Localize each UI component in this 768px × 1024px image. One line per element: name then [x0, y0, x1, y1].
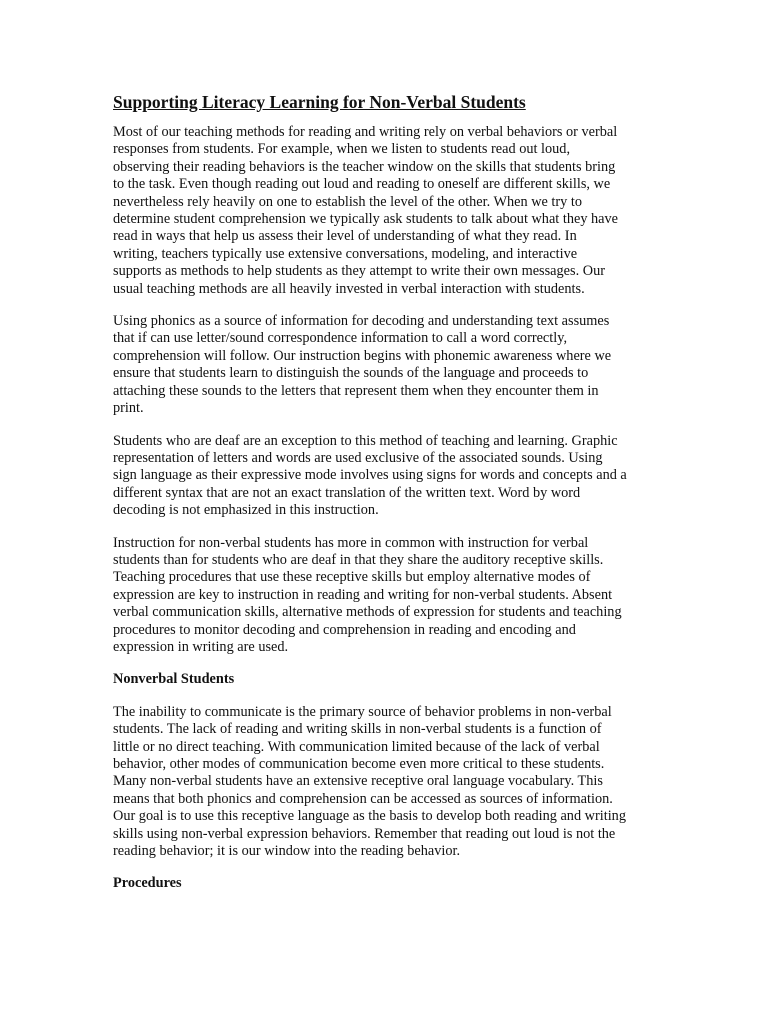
- text-line: determine student comprehension we typically ask students to talk about what they have: [113, 211, 619, 228]
- text-line: expression are key to instruction in reading and writing for non-verbal students. Absent: [113, 586, 613, 603]
- paragraph: [113, 124, 658, 298]
- section-heading-procedures: Procedures: [113, 875, 182, 892]
- text-line: Instruction for non-verbal students has more in common with instruction for verbal: [113, 534, 589, 551]
- text-line: The inability to communicate is the primary source of behavior problems in non-verbal: [113, 703, 612, 720]
- text-line: decoding is not emphasized in this instruction.: [113, 502, 379, 519]
- text-line: writing, teachers typically use extensive conversations, modeling, and interactive: [113, 245, 578, 262]
- section-heading-nonverbal: Nonverbal Students: [113, 671, 235, 688]
- text-line: verbal communication skills, alternative methods of expression for students and teaching: [113, 604, 622, 621]
- text-line: supports as methods to help students as they attempt to write their own messages. Our: [113, 263, 605, 280]
- paragraph: [113, 433, 658, 520]
- text-line: sign language as their expressive mode involves using signs for words and concepts and a: [113, 467, 627, 484]
- text-line: little or no direct teaching. With communication limited because of the lack of verbal: [113, 738, 600, 755]
- document-body: [113, 92, 658, 908]
- text-line: expression in writing are used.: [113, 638, 289, 655]
- text-line: reading behavior; it is our window into the reading behavior.: [113, 843, 461, 860]
- text-line: Many non-verbal students have an extensive receptive oral language vocabulary. This: [113, 773, 603, 790]
- text-line: to the task. Even though reading out loud and reading to oneself are different skills, we: [113, 176, 611, 193]
- intro-paragraphs: [113, 124, 658, 656]
- text-line: that if can use letter/sound correspondence information to call a word correctly,: [113, 330, 568, 347]
- paragraph-nonverbal: [113, 704, 658, 861]
- text-line: Using phonics as a source of information for decoding and understanding text assumes: [113, 313, 610, 330]
- text-line: observing their reading behaviors is the teacher window on the skills that students bring: [113, 158, 616, 175]
- document-title: Supporting Literacy Learning for Non-Verbal Students: [113, 92, 526, 112]
- text-line: means that both phonics and comprehension can be accessed as sources of information.: [113, 790, 613, 807]
- text-line: print.: [113, 400, 144, 417]
- text-line: Teaching procedures that use these receptive skills but employ alternative modes of: [113, 569, 591, 586]
- text-line: different syntax that are not an exact translation of the written text. Word by word: [113, 484, 581, 501]
- text-line: usual teaching methods are all heavily invested in verbal interaction with students.: [113, 280, 585, 297]
- paragraph: [113, 535, 658, 657]
- text-line: Most of our teaching methods for reading and writing rely on verbal behaviors or verbal: [113, 124, 618, 140]
- text-line: responses from students. For example, when we listen to students read out loud,: [113, 141, 571, 158]
- text-line: representation of letters and words are used exclusive of the associated sounds. Using: [113, 449, 603, 466]
- text-line: nevertheless rely heavily on one to establish the level of the other. When we try to: [113, 193, 583, 210]
- text-line: students than for students who are deaf in that they share the auditory receptive skills.: [113, 551, 604, 568]
- text-line: read in ways that help us assess their level of understanding of what they read. In: [113, 228, 577, 245]
- text-line: Students who are deaf are an exception to this method of teaching and learning. Graphic: [113, 432, 618, 449]
- text-line: ensure that students learn to distinguish the sounds of the language and proceeds to: [113, 365, 589, 382]
- text-line: behavior, other modes of communication become even more critical to these students.: [113, 756, 605, 772]
- paragraph: [113, 313, 658, 417]
- text-line: skills using non-verbal expression behaviors. Remember that reading out loud is not the: [113, 825, 616, 842]
- text-line: Our goal is to use this receptive language as the basis to develop both reading and writing: [113, 808, 626, 825]
- text-line: procedures to monitor decoding and comprehension in reading and encoding and: [113, 621, 576, 638]
- text-line: students. The lack of reading and writing skills in non-verbal students is a function of: [113, 721, 602, 738]
- text-line: attaching these sounds to the letters that represent them when they encounter them in: [113, 382, 599, 399]
- text-line: comprehension will follow. Our instruction begins with phonemic awareness where we: [113, 347, 612, 364]
